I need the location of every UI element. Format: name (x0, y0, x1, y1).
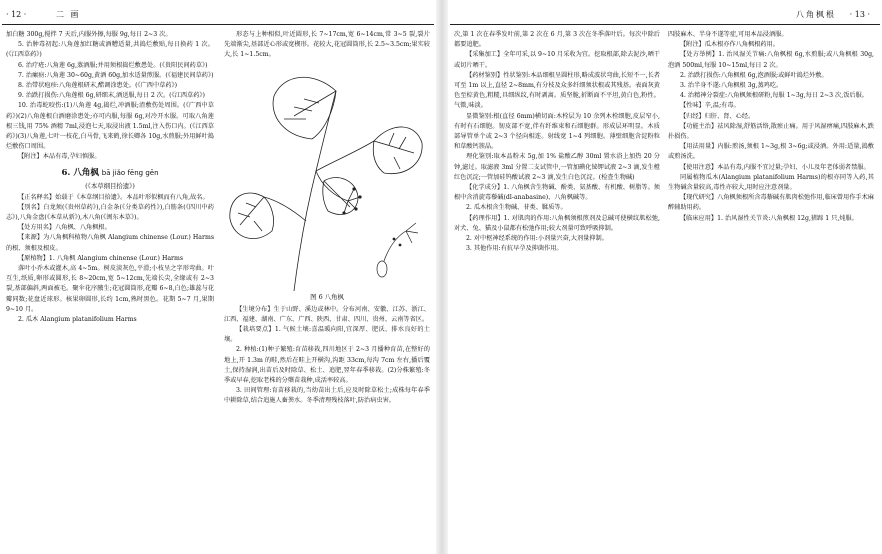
right-column-1 (454, 30, 660, 550)
figure-caption: 图 6 八角枫 (310, 292, 344, 301)
plant-illustration (224, 61, 430, 301)
paragraph: 【来源】为八角枫科植物八角枫 Alangium chinense (Lour.) Harms 的根、须根及根皮。 (6, 234, 214, 252)
paragraph: 【化学成分】1. 八角枫含生物碱、酚类、氨基酸、有机酸、树脂等。须根中含消旋毒藜碱(dl-anabasine)、八角枫碱等。 (454, 184, 660, 202)
paragraph: 4. 治精神分裂症:八角枫须根研粉,每服 1~3g,每日 2~3 次,饭后服。 (680, 92, 868, 100)
left-column-1 (6, 30, 214, 550)
left-column-2 (224, 30, 430, 550)
section-title (6, 166, 214, 180)
right-column-2 (668, 30, 874, 550)
left-page-header (2, 6, 434, 25)
paragraph: 2. 治跌打损伤:八角枫根 6g,泡酒服;或鲜叶捣烂外敷。 (680, 71, 828, 79)
paragraph: 6. 治疗疮:八角莲 6g,蒸酒服;并用须根捣烂敷患处。(《贵阳民间药草》) (18, 61, 208, 69)
paragraph: 【药材鉴别】性状鉴别:本品细根呈圆柱形,略成波状弯曲,长短不一,长者可至 1m 以上,直径 2~8mm,有分枝及众多纤细须状根或其残基。表面灰黄色至棕黄色,粗糙,具细纵纹,有时剥离。质坚脆,折断面不平坦,黄白色,粉性。气微,味淡。 (454, 71, 660, 110)
right-page-number: · 13 · (849, 10, 870, 19)
section-title-text: 6. 八角枫 (61, 167, 99, 178)
paragraph: 显微鉴别:根(直径 6mm)横切面:木栓层为 10 余列木栓细胞,皮层窄小,有时有石细胞。韧皮部不宽,伴有纤维束和石细胞群。形成层环明显。木质部导管单个或 2~3 个径向相连。射线宽 1~4 列细胞。薄壁细胞含淀粉粒和草酸钙簇晶。 (454, 112, 660, 151)
paragraph: 【采集加工】全年可采,以 9~10 月采收为宜。挖取根部,除去泥沙,晒干或切片晒干。 (454, 51, 660, 69)
paragraph: 2. 瓜木 Alangium platanifolium Harms (18, 316, 137, 324)
paragraph: 【生境分布】生于山野、溪边或林中。分布河南、安徽、江苏、浙江、江西、福建、湖南、广东、广西、陕西、甘肃、四川、贵州、云南等省区。 (224, 305, 430, 323)
paragraph: 2. 瓜木根含生物碱、苷类、鞣质等。 (466, 204, 567, 212)
paragraph: 【使用注意】本品有毒,内服不宜过量;孕妇、小儿及年老体弱者禁服。 (680, 163, 870, 171)
paragraph: 加白糖 300g,搅拌 7 天后,内服外擦,每服 9g,每日 2~3 次。 (6, 31, 172, 38)
left-page (2, 6, 434, 552)
paragraph: 8. 治带状疱疹:八角莲根研末,醋调涂患处。(《广西中草药》) (18, 82, 178, 90)
paragraph: 【别名】白龙须(《贵州草药》),白金条(《分类草药性》),白筋条(《四川中药志》),八角金盘(《本草从新》),木八角(《闽东本草》)。 (6, 203, 214, 222)
paragraph: 次,第 1 次在春季发叶前,第 2 次在 6 月,第 3 次在冬季落叶后。每次中除后都要追肥。 (454, 31, 660, 49)
paragraph: 【栽培要点】1. 气候土壤:喜温暖向阳,宜深厚、肥沃、排水良好的土壤。 (224, 326, 430, 344)
section-pinyin: bā jiǎo fēng gēn (101, 168, 159, 177)
paragraph: 形态与上种相似,叶近圆形,长 7~17cm,宽 6~14cm,常 3~5 裂,裂片先端渐尖,基部近心形或宽楔形。花较大,花冠圆筒形,长 2.5~3.5cm;果实较大,长 1~1.5cm。 (224, 31, 430, 59)
paragraph: 7. 治瘰疬:八角莲 30~60g,黄酒 60g,加水适量煎服。(《福建民间草药》) (18, 71, 214, 79)
left-chapter-title: 二 画 (56, 10, 81, 19)
paragraph: 【药理作用】1. 对肌肉的作用:八角枫须根煎剂及总碱可使横纹肌松弛,对犬、兔、猫及小鼠都有松弛作用;较大剂量可致呼吸抑制。 (454, 214, 660, 232)
paragraph: 理化鉴别:取本品粉末 5g,加 1% 盐酸乙醇 30ml 置水浴上加热 20 分钟,滤过。取滤液 3ml 分置二支试管中,一管加碘化铋钾试液 2~3 滴,发生橙红色沉淀;一管加硅钨酸试液 2~3 滴,发生白色沉淀。(检查生物碱) (454, 153, 660, 181)
paragraph: 【处方举例】1. 治风湿关节痛:八角枫根 6g,水煎服;或八角枫根 30g,泡酒 500ml,每服 10~15ml,每日 2 次。 (668, 51, 874, 69)
paragraph: 【功能主治】祛风除湿,舒筋活络,散瘀止痛。用于风湿痹痛,四肢麻木,跌扑损伤。 (668, 122, 874, 141)
paragraph: 【性味】辛,温;有毒。 (680, 102, 740, 110)
paragraph: 3. 其他作用:有抗早孕及抑菌作用。 (466, 245, 563, 253)
paragraph: 3. 治半身不遂:八角枫根 3g,蒸鸡吃。 (680, 82, 783, 90)
right-page-header (450, 6, 880, 25)
paragraph: 【附注】本品有毒,孕妇慎服。 (18, 153, 101, 161)
paragraph: 【临床应用】1. 治风湿性关节炎:八角枫根 12g,猪蹄 1 只,炖服。 (680, 214, 858, 222)
right-chapter-title: 八角枫根 (796, 10, 836, 19)
paragraph: 2. 种植:(1)种子繁殖:育苗移栽,四川地区于 2~3 月播种育苗,在整好的地上,开 1.3m 的畦,然后在畦上开横沟,沟距 33cm,每沟 7cm 左右,播后覆土,保持湿润,出苗后及时除草、松土、追肥,翌年春季移栽。(2)分株繁殖:冬季或早春,挖取老株的分蘖苗栽种,成活率较高。 (224, 346, 430, 385)
section-subtitle: (《本草纲目拾遗》) (85, 181, 135, 190)
left-page-number: · 12 · (6, 10, 27, 19)
paragraph: 【原植物】1. 八角枫 Alangium chinense (Lour.) Harms (18, 254, 184, 262)
paragraph: 【现代研究】八角枫须根所含毒藜碱有肌肉松弛作用,临床曾用作手术麻醉辅助用药。 (668, 194, 874, 212)
paragraph: 2. 对中枢神经系统的作用:小剂量兴奋,大剂量抑制。 (466, 235, 608, 243)
paragraph: 落叶小乔木或灌木,高 4~5m。树皮淡灰色,平滑;小枝呈之字形弯曲。叶互生,纸质,卵形或圆形,长 8~20cm,宽 5~12cm,先端长尖,全缘或有 2~3 裂,基部偏斜,两面被毛。聚伞花序腋生;花冠圆筒形,花瓣 6~8,白色;雄蕊与花瓣同数;花盘近球形。核果卵圆形,长约 1cm,熟时黑色。花期 5~7 月,果期 9~10 月。 (6, 265, 214, 313)
paragraph: 5. 治肿毒初起:八角莲加红糖或酒糟适量,共捣烂敷贴,每日换药 1 次。(《江西草药》) (6, 41, 214, 59)
paragraph: 9. 治跌打损伤:八角莲根 6g,研细末,酒送服,每日 2 次。(《江西草药》) (18, 92, 205, 100)
right-page (450, 6, 880, 552)
book-gutter (436, 0, 448, 554)
paragraph: 10. 治毒蛇咬伤:(1)八角莲 4g,捣烂,冲酒服;渣敷伤处周围。(《广西中草药》)(2)八角莲根白酒磨涂患处;亦可内服,每服 6g,对冷开水服。可取八角莲根三钱,用 75% 酒精 7ml,浸泡七天,取浸出液 1.5ml,注入伤口内。(《江西草药》)(3)八角莲,七叶一枝花,白马骨,飞来鹤,徐长卿各 10g,水煎服;外用鲜叶捣烂敷伤口周围。 (6, 102, 214, 151)
paragraph: 【正名释名】始载于《本草纲目拾遗》。本品叶形似枫而有八角,故名。 (18, 193, 209, 201)
paragraph: 【处方用名】八角枫、八角枫根。 (18, 224, 111, 232)
paragraph: 四肢麻木、半身不遂等症,可用本品浸酒服。 (668, 31, 788, 38)
paragraph: 同属植物瓜木(Alangium platanifolium Harms)的根亦同等入药,其生物碱含量较高,毒性亦较大,用时应注意剂量。 (668, 173, 874, 192)
paragraph: 【附注】瓜木根亦作八角枫根药用。 (680, 41, 779, 49)
paragraph: 【用法用量】内服:煎汤,须根 1~3g,根 3~6g;或浸酒。外用:适量,捣敷或煎汤洗。 (668, 143, 874, 161)
paragraph: 【归经】归肝、肾、心经。 (680, 112, 755, 120)
paragraph: 3. 田间管理:育苗移栽的,当幼苗出土后,应及时除草松土;成株每年春季中耕除草,结合追施人畜粪水。冬季清理残枝落叶,防治病虫害。 (224, 387, 430, 405)
plant-drawing (224, 61, 430, 293)
